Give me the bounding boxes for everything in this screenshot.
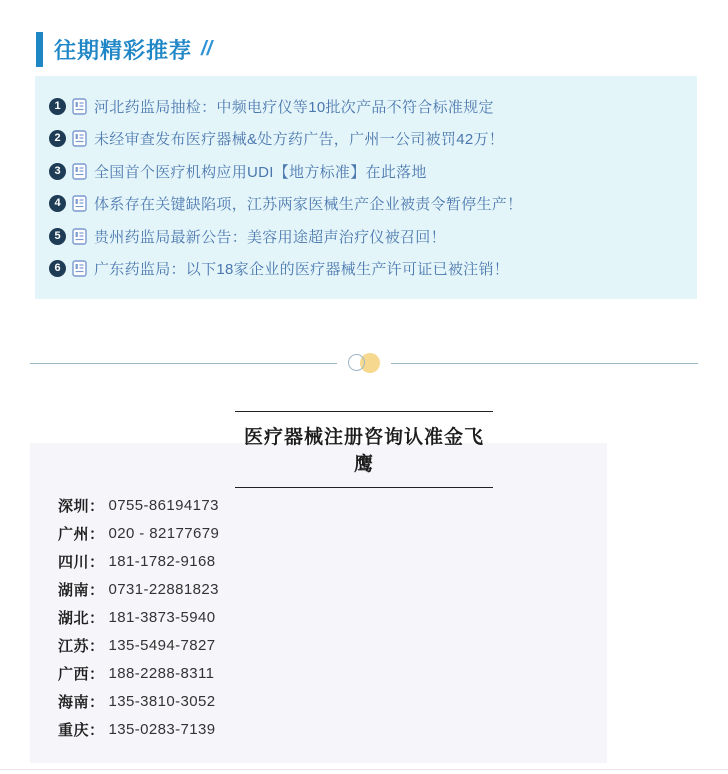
contact-row-chongqing — [58, 715, 607, 743]
recommendation-text: 广东药监局：以下18家企业的医疗器械生产许可证已被注销！ — [94, 261, 510, 279]
document-icon — [72, 98, 87, 115]
contact-phone: 181-3873-5940 — [108, 608, 216, 626]
contact-row-shenzhen — [58, 491, 607, 519]
document-icon — [72, 228, 87, 245]
recommendation-link-5[interactable] — [49, 226, 685, 247]
contact-title: 医疗器械注册咨询认准金飞鹰 — [243, 427, 484, 475]
past-highlights-header — [36, 32, 212, 67]
contact-city: 湖北： — [58, 609, 105, 627]
contact-row-guangzhou — [58, 519, 607, 547]
contact-phone: 0731-22881823 — [108, 580, 219, 598]
page-bottom-divider — [0, 769, 728, 770]
contact-phone: 135-0283-7139 — [108, 720, 216, 738]
contact-row-hunan — [58, 575, 607, 603]
recommendation-link-6[interactable] — [49, 258, 685, 279]
contact-phone: 020 - 82177679 — [108, 524, 220, 542]
outline-circle-icon — [348, 354, 365, 371]
recommendation-text: 未经审查发布医疗器械&处方药广告，广州一公司被罚42万！ — [94, 131, 505, 149]
contact-row-sichuan — [58, 547, 607, 575]
title-rule-bottom — [235, 487, 493, 488]
contact-city: 海南： — [58, 693, 105, 711]
header-title: 往期精彩推荐 — [54, 38, 193, 63]
contact-city: 四川： — [58, 553, 105, 571]
contact-title-block — [235, 411, 493, 488]
contact-phone: 188-2288-8311 — [108, 664, 215, 682]
recommendation-text: 体系存在关键缺陷项，江苏两家医械生产企业被责令暂停生产！ — [94, 196, 523, 214]
divider-line-left — [30, 363, 337, 364]
document-icon — [72, 260, 87, 277]
item-number-badge: 1 — [49, 98, 66, 115]
item-number-badge: 2 — [49, 130, 66, 147]
contact-row-hainan — [58, 687, 607, 715]
recommendations-box — [35, 76, 697, 299]
document-icon — [72, 130, 87, 147]
contact-phone: 135-3810-3052 — [108, 692, 216, 710]
divider-line-right — [391, 363, 698, 364]
recommendation-link-4[interactable] — [49, 193, 685, 214]
contact-phone: 135-5494-7827 — [108, 636, 216, 654]
header-slashes-decoration: // — [201, 38, 213, 60]
contact-city: 广西： — [58, 665, 105, 683]
document-icon — [72, 163, 87, 180]
contact-city: 湖南： — [58, 581, 105, 599]
contact-row-hubei — [58, 603, 607, 631]
item-number-badge: 4 — [49, 195, 66, 212]
recommendation-link-1[interactable] — [49, 96, 685, 117]
contact-phone: 0755-86194173 — [108, 496, 219, 514]
contact-phone: 181-1782-9168 — [108, 552, 216, 570]
overlapping-circles-icon — [348, 352, 380, 374]
contact-panel — [30, 443, 607, 763]
recommendation-text: 贵州药监局最新公告：美容用途超声治疗仪被召回！ — [94, 228, 446, 246]
contact-row-guangxi — [58, 659, 607, 687]
recommendation-link-3[interactable] — [49, 161, 685, 182]
item-number-badge: 5 — [49, 228, 66, 245]
contact-city: 江苏： — [58, 637, 105, 655]
recommendation-text: 全国首个医疗机构应用UDI【地方标准】在此落地 — [94, 163, 427, 181]
section-divider — [30, 352, 698, 374]
recommendation-text: 河北药监局抽检：中频电疗仪等10批次产品不符合标准规定 — [94, 98, 494, 116]
contact-city: 广州： — [58, 525, 105, 543]
contact-city: 深圳： — [58, 497, 105, 515]
item-number-badge: 6 — [49, 260, 66, 277]
contact-city: 重庆： — [58, 721, 105, 739]
contact-row-jiangsu — [58, 631, 607, 659]
header-accent-bar — [36, 32, 43, 67]
recommendation-link-2[interactable] — [49, 128, 685, 149]
document-icon — [72, 195, 87, 212]
item-number-badge: 3 — [49, 163, 66, 180]
